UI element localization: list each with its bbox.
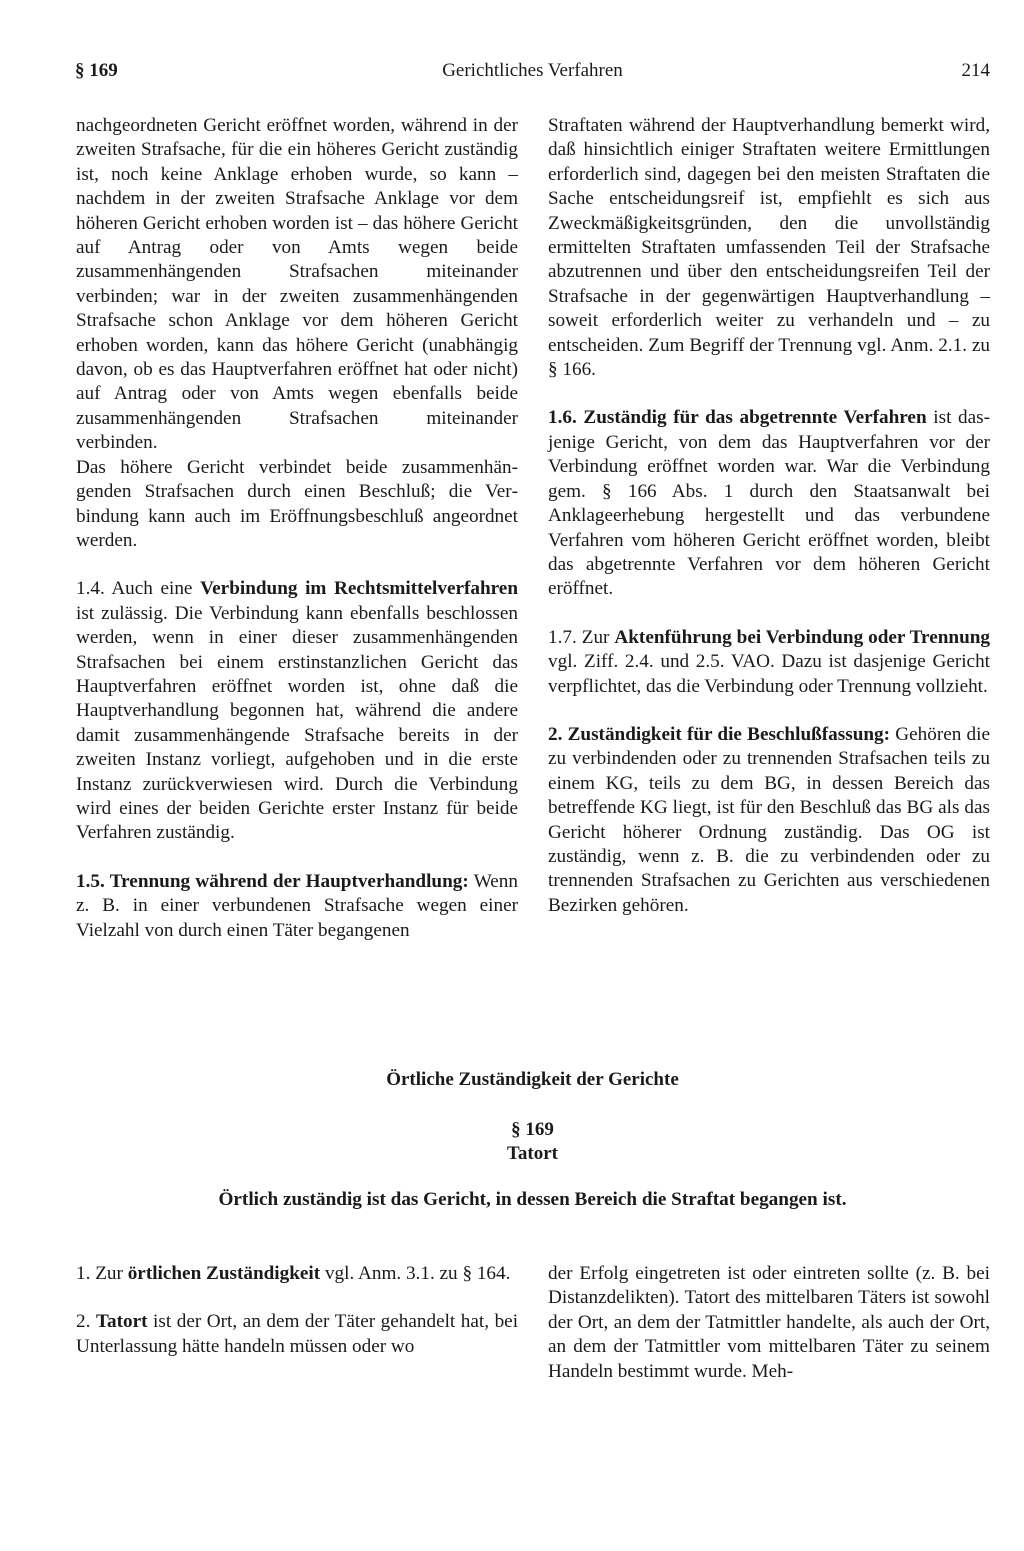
note-keyword: Verbindung im Rechtsmittelverfahren <box>200 578 518 600</box>
note-heading: 1.6. Zuständig für das abgetrennte Verfahren <box>548 407 927 429</box>
note-heading: 2. Zuständigkeit für die Beschlußfassung: <box>548 723 891 745</box>
page-header <box>75 60 990 90</box>
page-number: 214 <box>961 60 990 81</box>
note-heading: 1.5. Trennung während der Hauptverhandlung: <box>76 870 469 892</box>
paragraph: Das höhere Gericht verbindet beide zusammenhängenden Strafsachen durch einen Beschluß; die Verbindung kann auch im Eröffnungsbeschluß angeordnet werden. <box>76 456 518 551</box>
header-title: Gerichtliches Verfahren <box>442 60 623 81</box>
header-section-number: § 169 <box>75 60 118 81</box>
bottom-right-column <box>548 1262 990 1408</box>
note-1-6 <box>548 406 990 601</box>
note-text: ist dasjenige Gericht, von dem das Hauptverfahren vor der Verbindung eröffnet worden war. War die Verbindung gem. § 166 Abs. 1 durch den Staatsanwalt bei Anklageerhebung hergestellt und das verbundene Verfahren vom höheren Gericht eröffnet worden, bleibt das abgetrennte Verfahren vor dem höheren Gericht eröffnet. <box>548 407 991 600</box>
note-2 <box>76 1310 518 1359</box>
note-number: 1.7. <box>548 626 577 648</box>
note-lead: Auch eine <box>111 578 193 600</box>
note-text: vgl. Ziff. 2.4. und 2.5. VAO. Dazu ist dasjenige Gericht verpflichtet, das die Verbindung oder Trennung vollzieht. <box>548 651 990 697</box>
note-lead: Zur <box>581 626 610 648</box>
section-title: Örtliche Zuständigkeit der Gerichte <box>386 1069 679 1090</box>
top-right-column <box>548 114 990 942</box>
note-text: ist zulässig. Die Verbindung kann ebenfalls beschlossen werden, wenn in einer dieser zusammenhängenden Strafsachen bei einem erstinstanzlichen Gericht das Hauptverfahren eröffnet worden ist, ohne daß die Hauptverhandlung begonnen hat, während die andere damit zusammenhängende Strafsache bereits in der zweiten Instanz vorliegt, aufgehoben und in die erste Instanz zurückverwiesen wird. Durch die Verbindung wird eines der beiden Gerichte erster Instanz für beide Verfahren zuständig. <box>76 602 518 844</box>
note-2 <box>548 723 990 918</box>
note-1-5 <box>76 870 518 943</box>
note-lead: 2. <box>76 1311 91 1333</box>
note-1-7 <box>548 626 990 699</box>
note-1 <box>76 1262 518 1286</box>
paragraph-number: § 169 <box>511 1119 554 1140</box>
note-text: Gehören die zu verbindenden oder zu trennenden Strafsachen teils zu einem KG, teils zu dem BG, in dessen Bereich das betreffende KG liegt, ist für den Beschluß das BG als das Gericht höherer Ordnung zuständig. Das OG ist zuständig, wenn z. B. die zu verbindenden oder zu trennenden Strafsachen zu Gerichten aus verschiedenen Bezirken gehören. <box>548 723 990 916</box>
note-text: vgl. Anm. 3.1. zu § 164. <box>324 1263 511 1284</box>
top-left-column <box>76 114 518 967</box>
note-text: Wenn z. B. in einer verbundenen Strafsache wegen einer Vielzahl von durch einen Täter begangenen <box>76 870 518 941</box>
note-keyword: örtlichen Zuständigkeit <box>127 1263 321 1284</box>
paragraph: nachgeordneten Gericht eröffnet worden, während in der zweiten Strafsache, für die ein höheres Gericht zuständig ist, noch keine Anklage erhoben wurde, so kann – nachdem in der zweiten Strafsache Anklage vor dem höheren Gericht erhoben worden ist – das höhere Gericht auf Antrag oder von Amts wegen beide zusammenhängenden Strafsachen miteinander verbinden; war in der zweiten zusammenhängenden Strafsache schon Anklage vor dem höheren Gericht erhoben worden, kann das höhere Gericht (unabhängig davon, ob es das Hauptverfahren eröffnet hat oder nicht) auf Antrag oder von Amts wegen ebenfalls beide zusammenhängenden Strafsachen miteinander verbinden. <box>76 115 518 454</box>
note-1-4 <box>76 577 518 845</box>
bottom-left-column <box>76 1262 518 1383</box>
paragraph: der Erfolg eingetreten ist oder eintreten sollte (z. B. bei Distanzdelikten). Tatort des mittelbaren Täters ist sowohl der Ort, an dem der Tatmittler handelte, als auch der Ort, an dem der Tatmittler vom mittelbaren Täter zu seinem Handeln bestimmt wurde. Meh- <box>548 1263 990 1382</box>
note-number: 1.4. <box>76 578 105 600</box>
note-text: ist der Ort, an dem der Täter gehandelt hat, bei Unterlassung hätte handeln müssen oder wo <box>76 1311 519 1357</box>
paragraph-name: Tatort <box>506 1143 559 1164</box>
note-keyword: Tatort <box>95 1311 148 1333</box>
paragraph: Straftaten während der Hauptverhandlung bemerkt wird, daß hinsichtlich einiger Straftaten weitere Ermittlungen erforderlich sind, dagegen bei den meisten Straftaten die Sache entscheidungsreif ist, empfiehlt es sich aus Zweckmäßigkeitsgründen, den die unvollständig ermittelten Straftaten umfassenden Teil der Strafsache abzutrennen und über den entscheidungsreifen Teil der Strafsache in der gegenwärtigen Hauptverhandlung – soweit erforderlich weiter zu verhandeln und – zu entscheiden. Zum Begriff der Trennung vgl. Anm. 2.1. zu § 166. <box>548 115 990 381</box>
note-keyword: Aktenführung bei Verbindung oder Trennung <box>614 626 991 648</box>
statutory-rule: Örtlich zuständig ist das Gericht, in dessen Bereich die Straftat begangen ist. <box>218 1189 847 1210</box>
note-lead: 1. Zur <box>76 1263 123 1284</box>
